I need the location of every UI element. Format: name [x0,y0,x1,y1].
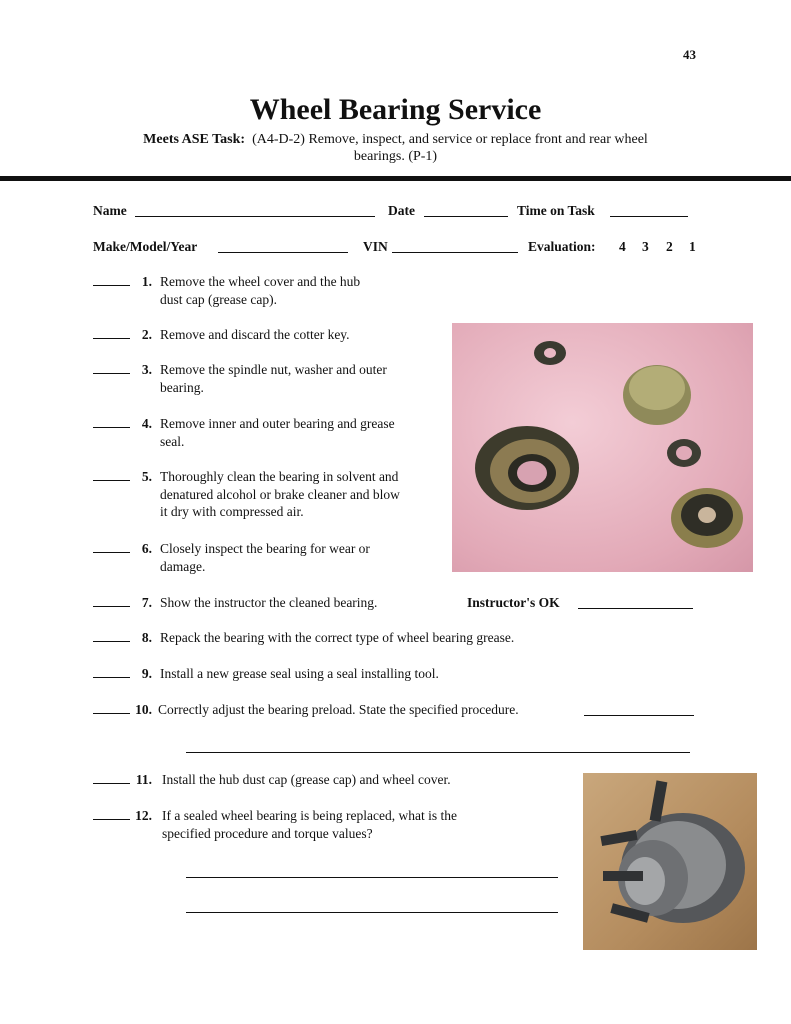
step-text: Remove inner and outer bearing and grease [160,416,395,431]
step-check-blank[interactable] [93,701,130,714]
step-number: 8. [141,630,152,645]
step-text: Remove the spindle nut, washer and outer [160,362,387,377]
step-text: If a sealed wheel bearing is being replaced, what is the [162,808,458,823]
step-text: Remove the wheel cover and the hub [160,274,361,289]
step-text: bearing. [160,379,204,395]
step-number: 12. [135,808,152,823]
step-text: it dry with compressed air. [160,504,304,519]
evaluation-score-3[interactable]: 3 [642,239,649,254]
step-check-blank[interactable] [93,807,130,820]
step-text: Install a new grease seal using a seal installing tool. [160,666,439,681]
hub-assembly-illustration [583,773,757,950]
make-model-year-field[interactable] [218,240,348,253]
step-check-blank[interactable] [93,665,130,678]
step-check-blank[interactable] [93,415,130,428]
step-text: damage. [160,558,206,574]
name-label: Name [93,203,127,218]
instructors-ok-field[interactable] [578,596,693,609]
step-text: Install the hub dust cap (grease cap) and wheel cover. [162,772,451,787]
step-10-answer-line[interactable] [186,752,690,753]
step-12-answer-line[interactable] [186,877,558,878]
step-check-blank[interactable] [93,273,130,286]
step-number: 10. [135,702,152,717]
step-number: 4. [141,416,152,431]
step-text: Closely inspect the bearing for wear or [160,541,370,556]
step-number: 1. [141,274,152,289]
step-text: Repack the bearing with the correct type of wheel bearing grease. [160,630,515,645]
date-label: Date [388,203,415,218]
step-text: Show the instructor the cleaned bearing. [160,595,378,610]
evaluation-score-1[interactable]: 1 [689,239,696,254]
ase-task-text: (A4-D-2) Remove, inspect, and service or replace front and rear wheel [252,132,648,147]
date-field[interactable] [424,204,508,217]
step-check-blank[interactable] [93,594,130,607]
evaluation-label: Evaluation: [528,239,596,254]
step-text: Thoroughly clean the bearing in solvent and [160,469,399,484]
ase-task-line1 [0,132,791,148]
vin-field[interactable] [392,240,518,253]
step-text: seal. [160,433,185,449]
step-check-blank[interactable] [93,326,130,339]
step-number: 3. [141,362,152,377]
evaluation-score-2[interactable]: 2 [666,239,673,254]
time-on-task-label: Time on Task [517,203,595,218]
time-on-task-field[interactable] [610,204,688,217]
ase-task-label: Meets ASE Task: [143,132,246,147]
evaluation-score-4[interactable]: 4 [619,239,626,254]
step-check-blank[interactable] [93,361,130,374]
header-rule [0,176,791,181]
name-field[interactable] [135,204,375,217]
step-text: Remove and discard the cotter key. [160,327,350,342]
step-number: 5. [141,469,152,484]
vin-label: VIN [363,239,388,254]
step-check-blank[interactable] [93,629,130,642]
instructors-ok-label: Instructor's OK [467,595,560,610]
step-10-answer-field[interactable] [584,703,694,716]
step-number: 9. [141,666,152,681]
step-check-blank[interactable] [93,468,130,481]
step-text: denatured alcohol or brake cleaner and blow [160,486,400,502]
step-check-blank[interactable] [93,771,130,784]
step-text: Correctly adjust the bearing preload. State the specified procedure. [158,702,519,717]
make-model-year-label: Make/Model/Year [93,239,198,254]
step-text: dust cap (grease cap). [160,291,277,307]
ase-task-line2: bearings. (P-1) [353,149,438,164]
step-number: 2. [141,327,152,342]
page-number: 43 [683,47,696,62]
step-number: 11. [135,772,152,787]
step-check-blank[interactable] [93,540,130,553]
hub-assembly-photo [583,773,757,950]
step-text: specified procedure and torque values? [162,825,373,841]
bearing-parts-photo [452,323,753,572]
page-title: Wheel Bearing Service [249,93,542,126]
step-number: 6. [141,541,152,556]
step-12-answer-line[interactable] [186,912,558,913]
step-number: 7. [141,595,152,610]
bearing-parts-illustration [452,323,753,572]
